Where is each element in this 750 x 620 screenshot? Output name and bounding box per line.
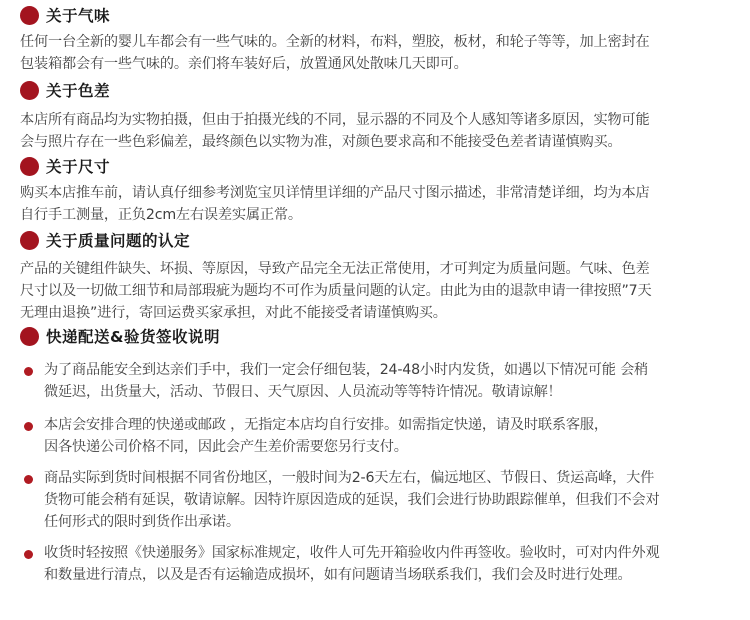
- red-dot-icon: [20, 81, 39, 100]
- section-title: 关于气味: [46, 7, 111, 25]
- paragraph-line: 微延迟，出货量大，活动、节假日、天气原因、人员流动等等特许情况。敬请谅解！: [44, 384, 562, 400]
- paragraph-line: 和数量进行清点，以及是否有运输造成损坏，如有问题请当场联系我们，我们会及时进行处理。: [44, 567, 632, 583]
- paragraph-line: 为了商品能安全到达亲们手中，我们一定会仔细包装，24-48小时内发货，如遇以下情况可能 会稍: [44, 362, 649, 378]
- section-title: 快递配送&验货签收说明: [46, 328, 221, 346]
- section-heading-quality: [20, 228, 190, 252]
- paragraph-line: 货物可能会稍有延误，敬请谅解。因特许原因造成的延误，我们会进行协助跟踪催单，但我们不会对: [44, 492, 660, 508]
- paragraph-line: 收货时轻按照《快递服务》国家标准规定，收件人可先开箱验收内件再签收。验收时，可对内件外观: [44, 545, 660, 561]
- section-heading-size: [20, 154, 110, 178]
- paragraph-line: 尺寸以及一切做工细节和局部瑕疵为题均不可作为质量问题的认定。由此为由的退款申请一律按照”7天: [20, 283, 652, 299]
- delivery-item-courier: [24, 414, 736, 458]
- delivery-item-text: [44, 414, 608, 458]
- section-title: 关于质量问题的认定: [46, 232, 191, 250]
- red-dot-icon: [20, 231, 39, 250]
- paragraph-line: 因各快递公司价格不同，因此会产生差价需要您另行支付。: [44, 439, 408, 455]
- section-body-size: [20, 182, 732, 226]
- section-heading-delivery: [20, 324, 220, 348]
- delivery-item-inspection: [24, 542, 736, 586]
- red-dot-icon: [20, 157, 39, 176]
- paragraph-line: 产品的关键组件缺失、坏损、等原因，导致产品完全无法正常使用，才可判定为质量问题。气味、色差: [20, 261, 650, 277]
- bullet-dot-icon: [24, 475, 33, 484]
- paragraph-line: 包装箱都会有一些气味的。亲们将车装好后，放置通风处散味几天即可。: [20, 56, 468, 72]
- bullet-dot-icon: [24, 550, 33, 559]
- paragraph-line: 自行手工测量，正负2cm左右误差实属正常。: [20, 207, 302, 223]
- paragraph-line: 本店所有商品均为实物拍摄，但由于拍摄光线的不同，显示器的不同及个人感知等诸多原因，实物可能: [20, 112, 650, 128]
- section-title: 关于色差: [46, 82, 111, 100]
- paragraph-line: 任何一台全新的婴儿车都会有一些气味的。全新的材料，布料，塑胶，板材，和轮子等等，加上密封在: [20, 34, 650, 50]
- paragraph-line: 会与照片存在一些色彩偏差，最终颜色以实物为准，对颜色要求高和不能接受色差者请谨慎购买。: [20, 134, 622, 150]
- paragraph-line: 无理由退换”进行，寄回运费买家承担，对此不能接受者请谨慎购买。: [20, 305, 447, 321]
- delivery-item-text: [44, 359, 648, 403]
- paragraph-line: 任何形式的限时到货作出承诺。: [44, 514, 240, 530]
- section-body-color-difference: [20, 109, 732, 153]
- section-title: 关于尺寸: [46, 158, 111, 176]
- bullet-dot-icon: [24, 367, 33, 376]
- section-body-quality: [20, 258, 732, 324]
- section-heading-color-difference: [20, 78, 110, 102]
- delivery-item-text: [44, 542, 659, 586]
- delivery-item-text: [44, 467, 659, 533]
- red-dot-icon: [20, 327, 39, 346]
- paragraph-line: 购买本店推车前，请认真仔细参考浏览宝贝详情里详细的产品尺寸图示描述，非常清楚详细，均为本店: [20, 185, 650, 201]
- section-heading-smell: [20, 3, 110, 27]
- paragraph-line: 本店会安排合理的快递或邮政 ，无指定本店均自行安排。如需指定快递，请及时联系客服，: [44, 417, 608, 433]
- delivery-item-arrival-time: [24, 467, 736, 533]
- paragraph-line: 商品实际到货时间根据不同省份地区，一般时间为2-6天左右，偏远地区、节假日、货运高峰，大件: [44, 470, 655, 486]
- delivery-item-shipping-time: [24, 359, 736, 403]
- section-body-smell: [20, 31, 732, 75]
- bullet-dot-icon: [24, 422, 33, 431]
- red-dot-icon: [20, 6, 39, 25]
